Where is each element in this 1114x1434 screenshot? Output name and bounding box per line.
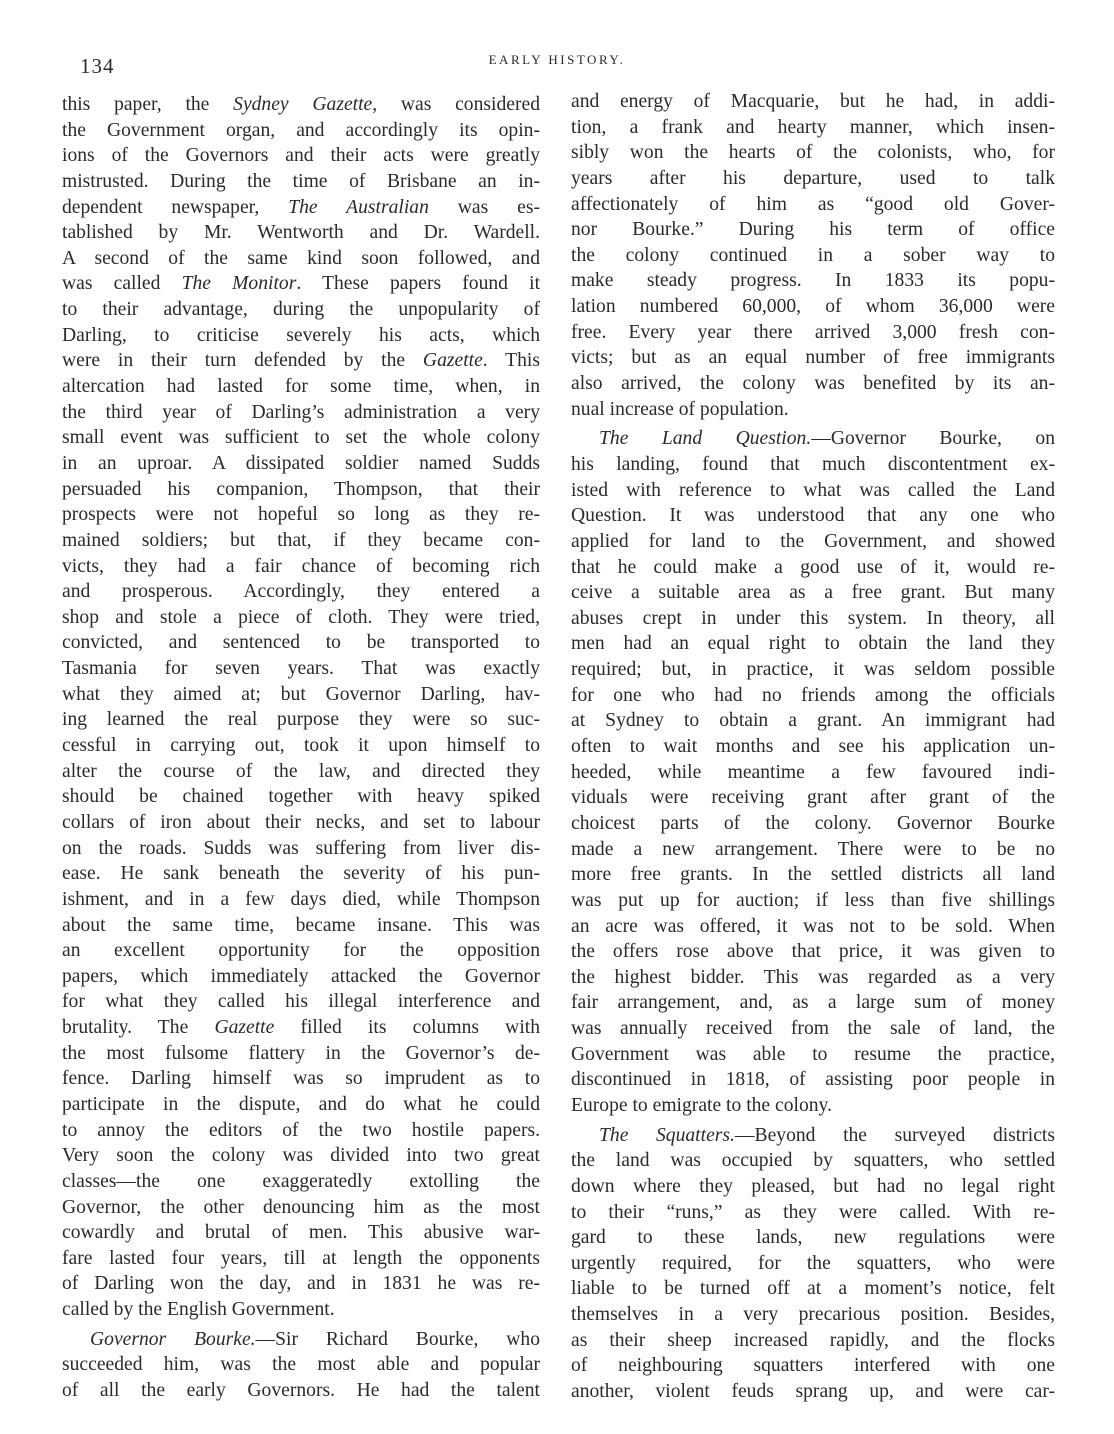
text-run: to annoy the editors of the two hostile papers. bbox=[62, 1119, 540, 1141]
text-run: applied for land to the Government, and showed bbox=[571, 530, 1055, 552]
text-line bbox=[62, 1327, 540, 1353]
paragraph bbox=[62, 92, 540, 1323]
text-run: of Darling won the day, and in 1831 he was re- bbox=[62, 1273, 540, 1295]
text-run: and energy of Macquarie, but he had, in addi- bbox=[571, 91, 1055, 112]
text-line bbox=[62, 810, 540, 836]
text-line bbox=[62, 1271, 540, 1297]
text-run: —Sir Richard Bourke, who bbox=[255, 1328, 540, 1350]
text-run: for what they called his illegal interference and bbox=[62, 991, 540, 1013]
text-run: collars of iron about their necks, and set to labour bbox=[62, 811, 540, 833]
text-run: , was considered bbox=[372, 94, 540, 115]
text-run: for one who had no friends among the officials bbox=[571, 684, 1055, 706]
text-line bbox=[62, 938, 540, 964]
text-line bbox=[571, 371, 1055, 397]
text-run: tion, a frank and hearty manner, which insen- bbox=[571, 116, 1055, 138]
text-run: in an uproar. A dissipated soldier named Sudds bbox=[62, 452, 540, 474]
text-run: to their “runs,” as they were called. With re- bbox=[571, 1201, 1055, 1223]
text-run: convicted, and sentenced to be transported to bbox=[62, 632, 540, 654]
text-line bbox=[62, 348, 540, 374]
text-line bbox=[571, 478, 1055, 504]
text-line bbox=[62, 1169, 540, 1195]
text-column-left bbox=[62, 92, 540, 1404]
text-line bbox=[62, 528, 540, 554]
text-run: the most fulsome flattery in the Governor’s de- bbox=[62, 1042, 540, 1064]
text-line bbox=[571, 217, 1055, 243]
text-line bbox=[62, 374, 540, 400]
page-number: 134 bbox=[80, 54, 115, 78]
text-line bbox=[571, 1251, 1055, 1277]
text-line bbox=[571, 606, 1055, 632]
text-line bbox=[571, 631, 1055, 657]
text-run: Darling, to criticise severely his acts, which bbox=[62, 324, 540, 346]
text-run: persuaded his companion, Thompson, that their bbox=[62, 478, 540, 500]
text-run: was put up for auction; if less than five shillings bbox=[571, 889, 1055, 911]
text-line bbox=[571, 140, 1055, 166]
text-line bbox=[62, 887, 540, 913]
text-run: an acre was offered, it was not to be sold. When bbox=[571, 915, 1055, 937]
text-line bbox=[571, 503, 1055, 529]
text-run: nor Bourke.” During his term of office bbox=[571, 219, 1055, 241]
text-line bbox=[571, 734, 1055, 760]
text-run: lation numbered 60,000, of whom 36,000 were bbox=[571, 296, 1055, 318]
text-line bbox=[571, 862, 1055, 888]
text-run: an excellent opportunity for the opposition bbox=[62, 940, 540, 962]
text-run: the offers rose above that price, it was given to bbox=[571, 941, 1055, 963]
text-line bbox=[62, 630, 540, 656]
text-line bbox=[62, 1066, 540, 1092]
text-line bbox=[62, 554, 540, 580]
text-line bbox=[571, 1174, 1055, 1200]
text-line bbox=[571, 1353, 1055, 1379]
italic-title: The Squatters. bbox=[599, 1124, 735, 1146]
text-line bbox=[571, 1016, 1055, 1042]
text-run: affectionately of him as “good old Gover- bbox=[571, 193, 1055, 215]
text-line bbox=[62, 964, 540, 990]
text-run: filled its columns with bbox=[274, 1017, 541, 1039]
text-line bbox=[62, 220, 540, 246]
text-run: at Sydney to obtain a grant. An immigrant had bbox=[571, 710, 1055, 732]
text-run: this paper, the bbox=[62, 94, 234, 115]
text-run: another, violent feuds sprang up, and were car- bbox=[571, 1381, 1055, 1403]
text-run: ing learned the real purpose they were so suc- bbox=[62, 709, 540, 731]
text-run: discontinued in 1818, of assisting poor people in bbox=[571, 1069, 1055, 1091]
text-run: succeeded him, was the most able and popular bbox=[62, 1354, 540, 1376]
text-run: of neighbouring squatters interfered with one bbox=[571, 1355, 1055, 1377]
text-run: tablished by Mr. Wentworth and Dr. Wardell. bbox=[62, 222, 540, 244]
text-run: fair arrangement, and, as a large sum of money bbox=[571, 992, 1055, 1014]
italic-title: Sydney Gazette bbox=[233, 94, 373, 115]
paragraph bbox=[571, 1123, 1055, 1405]
paragraph bbox=[571, 89, 1055, 422]
text-run: classes—the one exaggeratedly extolling the bbox=[62, 1170, 540, 1192]
text-run: to their advantage, during the unpopularity of bbox=[62, 299, 540, 321]
text-line bbox=[62, 400, 540, 426]
paragraph bbox=[62, 1327, 540, 1404]
text-run: was annually received from the sale of land, the bbox=[571, 1018, 1055, 1040]
italic-title: Gazette bbox=[422, 350, 483, 372]
text-run: also arrived, the colony was benefited by its an- bbox=[571, 373, 1055, 395]
text-line bbox=[62, 733, 540, 759]
text-run: men had an equal right to obtain the land they bbox=[571, 633, 1055, 655]
text-line bbox=[571, 785, 1055, 811]
text-line bbox=[62, 784, 540, 810]
text-run: choicest parts of the colony. Governor Bourke bbox=[571, 812, 1055, 834]
text-run: Government was able to resume the practice, bbox=[571, 1043, 1055, 1065]
text-run: isted with reference to what was called the Land bbox=[571, 479, 1055, 501]
text-run: small event was sufficient to set the whole colony bbox=[62, 427, 540, 449]
text-line bbox=[571, 268, 1055, 294]
text-run: more free grants. In the settled districts all land bbox=[571, 864, 1055, 886]
text-line bbox=[62, 118, 540, 144]
text-line bbox=[571, 837, 1055, 863]
text-line bbox=[571, 1123, 1055, 1149]
text-run: viduals were receiving grant after grant of the bbox=[571, 787, 1055, 809]
text-line bbox=[62, 92, 540, 118]
text-line bbox=[571, 811, 1055, 837]
text-line bbox=[571, 1302, 1055, 1328]
text-line bbox=[62, 1143, 540, 1169]
text-run: liable to be turned off at a moment’s notice, felt bbox=[571, 1278, 1055, 1300]
text-line bbox=[62, 425, 540, 451]
text-run: required; but, in practice, it was seldom possible bbox=[571, 659, 1055, 681]
text-run: called by the English Government. bbox=[62, 1299, 335, 1321]
text-line bbox=[62, 1378, 540, 1404]
text-run: the colony continued in a sober way to bbox=[571, 244, 1055, 266]
text-line bbox=[571, 708, 1055, 734]
text-line bbox=[571, 397, 1055, 423]
text-run: heeded, while meantime a few favoured indi- bbox=[571, 761, 1055, 783]
text-run: years after his departure, used to talk bbox=[571, 167, 1055, 189]
text-run: alter the course of the law, and directed they bbox=[62, 760, 540, 782]
text-run: as their sheep increased rapidly, and the flocks bbox=[571, 1329, 1055, 1351]
text-run: prospects were not hopeful so long as they re- bbox=[62, 504, 540, 526]
text-line bbox=[62, 451, 540, 477]
text-run: Tasmania for seven years. That was exactly bbox=[62, 658, 540, 680]
text-line bbox=[62, 913, 540, 939]
text-run: dependent newspaper, bbox=[62, 196, 289, 218]
paragraph bbox=[571, 426, 1055, 1118]
text-line bbox=[571, 320, 1055, 346]
text-line bbox=[571, 1328, 1055, 1354]
text-line bbox=[62, 861, 540, 887]
text-run: Very soon the colony was divided into two great bbox=[62, 1145, 540, 1167]
text-line bbox=[571, 1200, 1055, 1226]
text-line bbox=[571, 888, 1055, 914]
text-line bbox=[62, 502, 540, 528]
text-run: the Government organ, and accordingly its opin- bbox=[62, 119, 540, 141]
text-run: participate in the dispute, and do what he could bbox=[62, 1093, 540, 1115]
text-run: fence. Darling himself was so imprudent as to bbox=[62, 1068, 540, 1090]
text-line bbox=[571, 345, 1055, 371]
text-run: sibly won the hearts of the colonists, who, for bbox=[571, 142, 1055, 164]
text-run: was es- bbox=[428, 196, 540, 218]
text-line bbox=[62, 989, 540, 1015]
text-run: of all the early Governors. He had the talent bbox=[62, 1380, 540, 1402]
text-line bbox=[62, 1195, 540, 1221]
text-run: ishment, and in a few days died, while Thompson bbox=[62, 888, 540, 910]
text-run: fare lasted four years, till at length the opponents bbox=[62, 1247, 540, 1269]
text-run: was called bbox=[62, 273, 182, 295]
text-line bbox=[571, 1225, 1055, 1251]
text-line bbox=[571, 89, 1055, 115]
text-line bbox=[62, 1246, 540, 1272]
text-line bbox=[62, 477, 540, 503]
text-run: ions of the Governors and their acts were greatly bbox=[62, 145, 540, 167]
text-line bbox=[571, 914, 1055, 940]
text-run: shop and stole a piece of cloth. They were tried, bbox=[62, 606, 540, 628]
text-run: papers, which immediately attacked the Governor bbox=[62, 965, 540, 987]
text-run: Governor, the other denouncing him as the most bbox=[62, 1196, 540, 1218]
running-head: EARLY HISTORY. bbox=[488, 52, 626, 67]
italic-title: The Monitor bbox=[181, 273, 297, 295]
text-line bbox=[62, 271, 540, 297]
text-run: brutality. The bbox=[62, 1017, 215, 1039]
text-line bbox=[62, 579, 540, 605]
text-run: Question. It was understood that any one who bbox=[571, 505, 1055, 527]
text-run: the land was occupied by squatters, who settled bbox=[571, 1150, 1055, 1172]
text-line bbox=[571, 683, 1055, 709]
text-run: —Governor Bourke, on bbox=[811, 428, 1055, 450]
text-run: ease. He sank beneath the severity of his pun- bbox=[62, 863, 540, 885]
text-run: mained soldiers; but that, if they became con- bbox=[62, 529, 540, 551]
text-run: Europe to emigrate to the colony. bbox=[571, 1094, 832, 1116]
text-run: on the roads. Sudds was suffering from liver dis- bbox=[62, 837, 540, 859]
text-line bbox=[571, 657, 1055, 683]
text-run: cowardly and brutal of men. This abusive war- bbox=[62, 1222, 540, 1244]
text-line bbox=[571, 990, 1055, 1016]
italic-title: The Land Question. bbox=[599, 428, 812, 450]
text-run: . This bbox=[482, 350, 540, 372]
italic-title: Governor Bourke. bbox=[90, 1328, 256, 1350]
text-run: about the same time, became insane. This was bbox=[62, 914, 540, 936]
text-line bbox=[571, 243, 1055, 269]
text-run: mistrusted. During the time of Brisbane an in- bbox=[62, 170, 540, 192]
text-line bbox=[571, 115, 1055, 141]
text-run: should be chained together with heavy spiked bbox=[62, 786, 540, 808]
text-run: that he could make a good use of it, would re- bbox=[571, 556, 1055, 578]
text-line bbox=[62, 323, 540, 349]
text-line bbox=[62, 759, 540, 785]
text-line bbox=[571, 1067, 1055, 1093]
text-run: cessful in carrying out, took it upon himself to bbox=[62, 735, 540, 757]
text-run: nual increase of population. bbox=[571, 398, 789, 420]
text-line bbox=[571, 1093, 1055, 1119]
text-line bbox=[571, 426, 1055, 452]
text-line bbox=[571, 294, 1055, 320]
text-run: A second of the same kind soon followed, and bbox=[62, 247, 540, 269]
italic-title: Gazette bbox=[214, 1017, 275, 1039]
text-run: victs; but as an equal number of free immigrants bbox=[571, 347, 1055, 369]
text-line bbox=[571, 939, 1055, 965]
text-line bbox=[62, 656, 540, 682]
text-run: abuses crept in under this system. In theory, all bbox=[571, 607, 1055, 629]
text-line bbox=[62, 169, 540, 195]
text-line bbox=[571, 1148, 1055, 1174]
text-run: . These papers found it bbox=[296, 273, 541, 295]
text-run: ceive a suitable area as a free grant. But many bbox=[571, 582, 1055, 604]
text-line bbox=[62, 1297, 540, 1323]
text-line bbox=[571, 760, 1055, 786]
text-column-right bbox=[571, 89, 1055, 1405]
text-line bbox=[62, 605, 540, 631]
text-line bbox=[571, 166, 1055, 192]
text-line bbox=[62, 297, 540, 323]
text-run: his landing, found that much discontentment ex- bbox=[571, 453, 1055, 475]
text-run: victs, they had a fair chance of becoming rich bbox=[62, 555, 540, 577]
text-line bbox=[571, 452, 1055, 478]
text-line bbox=[62, 195, 540, 221]
text-run: down where they pleased, but had no legal right bbox=[571, 1175, 1055, 1197]
text-line bbox=[62, 1118, 540, 1144]
text-line bbox=[62, 1092, 540, 1118]
text-run: the third year of Darling’s administration a very bbox=[62, 401, 540, 423]
text-run: altercation had lasted for some time, when, in bbox=[62, 376, 540, 398]
text-run: urgently required, for the squatters, who were bbox=[571, 1252, 1055, 1274]
text-line bbox=[571, 965, 1055, 991]
text-line bbox=[62, 246, 540, 272]
text-line bbox=[62, 1041, 540, 1067]
text-run: often to wait months and see his application un- bbox=[571, 736, 1055, 758]
text-run: the highest bidder. This was regarded as a very bbox=[571, 966, 1055, 988]
text-run: make steady progress. In 1833 its popu- bbox=[571, 270, 1055, 292]
text-run: what they aimed at; but Governor Darling, hav- bbox=[62, 683, 540, 705]
text-line bbox=[571, 1276, 1055, 1302]
text-run: and prosperous. Accordingly, they entered a bbox=[62, 581, 540, 603]
text-line bbox=[571, 555, 1055, 581]
text-line bbox=[571, 1042, 1055, 1068]
text-line bbox=[62, 1352, 540, 1378]
text-run: themselves in a very precarious position. Besides, bbox=[571, 1304, 1055, 1326]
text-line bbox=[571, 1379, 1055, 1405]
text-run: free. Every year there arrived 3,000 fresh con- bbox=[571, 321, 1055, 343]
text-line bbox=[62, 1015, 540, 1041]
text-line bbox=[62, 682, 540, 708]
text-run: made a new arrangement. There were to be no bbox=[571, 838, 1055, 860]
text-line bbox=[62, 836, 540, 862]
text-line bbox=[62, 707, 540, 733]
text-run: gard to these lands, new regulations were bbox=[571, 1227, 1055, 1249]
text-line bbox=[571, 529, 1055, 555]
text-line bbox=[62, 143, 540, 169]
italic-title: The Australian bbox=[288, 196, 429, 218]
text-line bbox=[62, 1220, 540, 1246]
text-line bbox=[571, 580, 1055, 606]
text-line bbox=[571, 192, 1055, 218]
text-run: were in their turn defended by the bbox=[62, 350, 423, 372]
text-run: —Beyond the surveyed districts bbox=[734, 1124, 1055, 1146]
